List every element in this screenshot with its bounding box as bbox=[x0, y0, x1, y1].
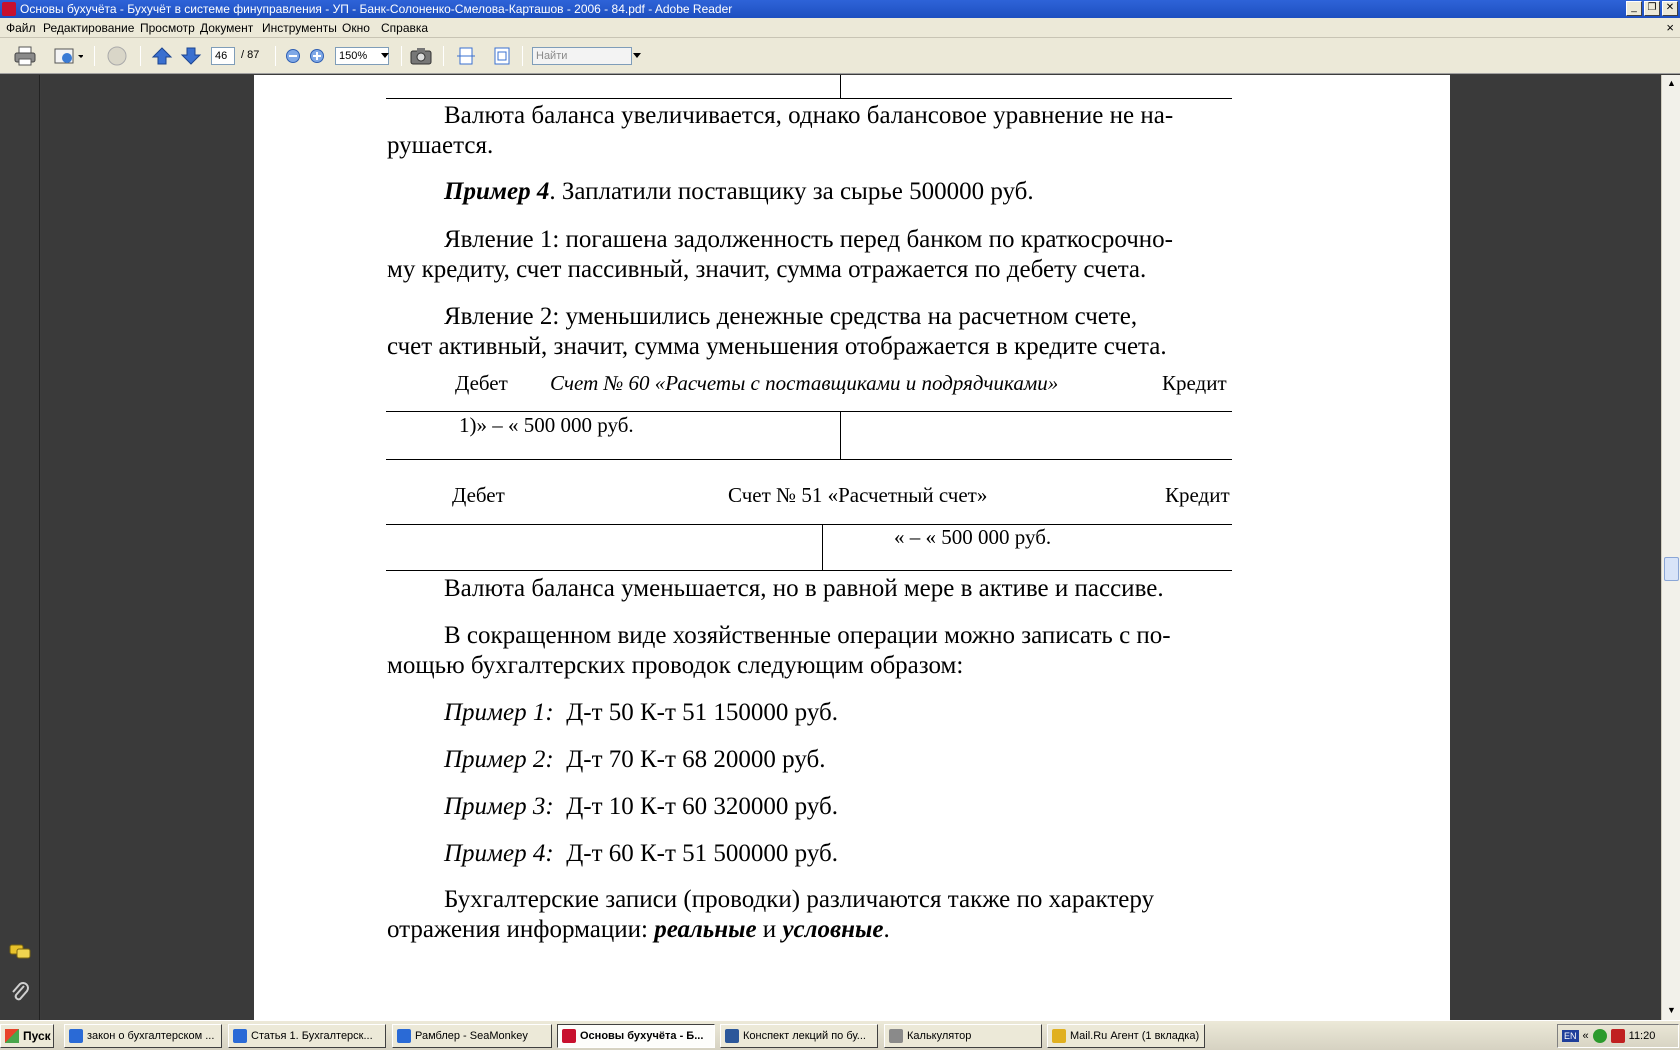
t-account-line bbox=[386, 524, 1232, 525]
taskbar-item-label: Статья 1. Бухгалтерск... bbox=[251, 1030, 373, 1042]
paragraph-line: Явление 1: погашена задолженность перед банком по краткосрочно- bbox=[444, 226, 1174, 253]
fit-page-icon bbox=[456, 46, 476, 66]
antivirus-icon[interactable] bbox=[1611, 1029, 1625, 1043]
menu-bar bbox=[0, 18, 1680, 38]
paragraph-line: мощью бухгалтерских проводок следующим образом: bbox=[387, 652, 964, 679]
taskbar-item[interactable] bbox=[720, 1024, 878, 1048]
text-fragment: и bbox=[756, 916, 783, 943]
fit-width-button[interactable] bbox=[454, 44, 478, 68]
emphasis-real: реальные bbox=[654, 916, 757, 943]
posting-text: Д-т 50 К-т 51 150000 руб. bbox=[566, 699, 838, 726]
t-account-line bbox=[822, 524, 823, 570]
window-title: Основы бухучёта - Бухучёт в системе финуправления - УП - Банк-Солоненко-Смелова-Карташов - 2006 - 84.pdf - Adobe Reader bbox=[20, 2, 733, 16]
menu-file[interactable]: Файл bbox=[6, 21, 36, 35]
fit-window-icon bbox=[492, 46, 512, 66]
taskbar-item[interactable] bbox=[884, 1024, 1042, 1048]
taskbar-item-label: Конспект лекций по бу... bbox=[743, 1030, 866, 1042]
snapshot-button[interactable] bbox=[408, 44, 434, 68]
paragraph-line: В сокращенном виде хозяйственные операции можно записать с по- bbox=[444, 622, 1171, 649]
document-view[interactable] bbox=[41, 75, 1661, 1020]
scroll-down-arrow[interactable]: ▼ bbox=[1667, 1005, 1676, 1015]
find-options-dropdown[interactable] bbox=[632, 44, 642, 68]
posting-label: Пример 4: bbox=[444, 840, 554, 867]
menu-tools[interactable]: Инструменты bbox=[262, 21, 337, 35]
close-window-button[interactable]: ✕ bbox=[1662, 1, 1678, 16]
zoom-out-button[interactable] bbox=[283, 44, 303, 68]
emphasis-conditional: условные bbox=[782, 916, 884, 943]
clock[interactable]: 11:20 bbox=[1628, 1030, 1656, 1042]
arrow-down-icon bbox=[180, 46, 202, 66]
start-label: Пуск bbox=[23, 1029, 51, 1043]
arrow-up-icon bbox=[151, 46, 173, 66]
paragraph-line: Валюта баланса уменьшается, но в равной мере в активе и пассиве. bbox=[444, 575, 1164, 602]
taskbar-item-label: Рамблер - SeaMonkey bbox=[415, 1030, 528, 1042]
t-account-debit-label: Дебет bbox=[455, 371, 508, 395]
taskbar-item[interactable] bbox=[1047, 1024, 1205, 1048]
paragraph-line: му кредиту, счет пассивный, значит, сумма отражается по дебету счета. bbox=[387, 256, 1147, 283]
text-fragment: отражения информации: bbox=[387, 916, 655, 943]
toolbar bbox=[0, 38, 1680, 74]
browser-icon bbox=[233, 1029, 247, 1043]
menu-edit[interactable]: Редактирование bbox=[43, 21, 135, 35]
pdf-icon bbox=[562, 1029, 576, 1043]
text-fragment: . bbox=[883, 916, 890, 943]
minimize-button[interactable]: _ bbox=[1626, 1, 1642, 16]
pdf-page bbox=[254, 75, 1450, 1020]
t-account-title: Счет № 60 «Расчеты с поставщиками и подрядчиками» bbox=[550, 371, 1059, 395]
table-line bbox=[840, 75, 841, 98]
paragraph-line: Валюта баланса увеличивается, однако балансовое уравнение не на- bbox=[444, 102, 1174, 129]
t-account-entry: 1)» – « 500 000 руб. bbox=[459, 413, 634, 437]
scroll-up-arrow[interactable]: ▲ bbox=[1667, 78, 1676, 88]
navigation-panel bbox=[0, 75, 40, 1020]
posting-label: Пример 1: bbox=[444, 699, 554, 726]
adobe-reader-icon bbox=[2, 2, 16, 16]
posting-entry bbox=[444, 699, 838, 727]
t-account-entry: « – « 500 000 руб. bbox=[894, 525, 1052, 549]
menu-document[interactable]: Документ bbox=[200, 21, 254, 35]
page-number-input[interactable]: 46 bbox=[211, 47, 235, 65]
zoom-out-icon bbox=[285, 48, 301, 64]
paragraph-line: счет активный, значит, сумма уменьшения отображается в кредите счета. bbox=[387, 333, 1167, 360]
network-icon[interactable] bbox=[1593, 1029, 1607, 1043]
posting-text: Д-т 60 К-т 51 500000 руб. bbox=[566, 840, 838, 867]
taskbar-item-label: Основы бухучёта - Б... bbox=[580, 1030, 704, 1042]
printer-icon bbox=[14, 46, 36, 66]
t-account-credit-label: Кредит bbox=[1165, 483, 1230, 507]
taskbar-item-label: Калькулятор bbox=[907, 1030, 972, 1042]
zoom-in-button[interactable] bbox=[307, 44, 327, 68]
system-tray bbox=[1557, 1024, 1679, 1048]
menu-help[interactable]: Справка bbox=[381, 21, 429, 35]
print-button[interactable] bbox=[12, 44, 38, 68]
chevron-down-icon bbox=[381, 53, 389, 59]
toolbar-separator bbox=[443, 46, 444, 66]
taskbar-item-label: Mail.Ru Агент (1 вкладка) bbox=[1070, 1030, 1200, 1042]
paragraph-line: Явление 2: уменьшились денежные средства на расчетном счете, bbox=[444, 303, 1138, 330]
t-account-credit-label: Кредит bbox=[1162, 371, 1227, 395]
posting-text: Д-т 10 К-т 60 320000 руб. bbox=[566, 793, 838, 820]
paragraph-line: рушается. bbox=[387, 132, 494, 159]
posting-entry bbox=[444, 840, 838, 868]
menu-view[interactable]: Просмотр bbox=[140, 21, 195, 35]
restore-button[interactable]: ❐ bbox=[1644, 1, 1660, 16]
t-account-line bbox=[386, 459, 1232, 460]
taskbar-item[interactable] bbox=[228, 1024, 386, 1048]
attachments-button[interactable] bbox=[8, 980, 32, 1004]
menu-window[interactable]: Окно bbox=[342, 21, 370, 35]
t-account-title: Счет № 51 «Расчетный счет» bbox=[728, 483, 988, 507]
zoom-level-input[interactable]: 150% bbox=[335, 47, 389, 65]
next-page-button[interactable] bbox=[179, 44, 203, 68]
start-button[interactable] bbox=[0, 1024, 54, 1048]
posting-label: Пример 2: bbox=[444, 746, 554, 773]
hand-icon bbox=[105, 45, 129, 67]
close-document-icon[interactable]: × bbox=[1666, 20, 1674, 35]
fit-window-button[interactable] bbox=[490, 44, 514, 68]
comments-button[interactable] bbox=[8, 940, 32, 964]
toolbar-separator bbox=[94, 46, 95, 66]
toolbar-separator bbox=[401, 46, 402, 66]
zoom-in-icon bbox=[309, 48, 325, 64]
paragraph-line: Бухгалтерские записи (проводки) различаются также по характеру bbox=[444, 886, 1155, 913]
comments-icon bbox=[9, 942, 31, 962]
posting-entry bbox=[444, 793, 838, 821]
email-button[interactable] bbox=[50, 44, 86, 68]
hand-tool-button[interactable] bbox=[102, 44, 132, 68]
taskbar bbox=[0, 1020, 1680, 1050]
calculator-icon bbox=[889, 1029, 903, 1043]
language-indicator[interactable]: EN bbox=[1564, 1031, 1577, 1041]
taskbar-item-label: закон о бухгалтерском ... bbox=[87, 1030, 215, 1042]
posting-text: Д-т 70 К-т 68 20000 руб. bbox=[566, 746, 826, 773]
previous-page-button[interactable] bbox=[150, 44, 174, 68]
mail-agent-icon bbox=[1052, 1029, 1066, 1043]
toolbar-separator bbox=[522, 46, 523, 66]
posting-entry bbox=[444, 746, 825, 774]
t-account-line bbox=[386, 411, 1232, 412]
toolbar-separator bbox=[275, 46, 276, 66]
paperclip-icon bbox=[10, 981, 30, 1003]
page-total: / 87 bbox=[241, 49, 260, 61]
t-account-line bbox=[840, 411, 841, 459]
taskbar-item-active[interactable] bbox=[557, 1024, 715, 1048]
example-label: Пример 4 bbox=[444, 178, 550, 205]
word-icon bbox=[725, 1029, 739, 1043]
tray-expand-button[interactable]: « bbox=[1582, 1030, 1589, 1042]
toolbar-separator bbox=[140, 46, 141, 66]
window-title-bar bbox=[0, 0, 1680, 18]
vertical-scrollbar[interactable] bbox=[1661, 75, 1680, 1020]
find-input[interactable]: Найти bbox=[532, 47, 632, 65]
camera-icon bbox=[409, 46, 433, 66]
zoom-dropdown[interactable] bbox=[379, 44, 391, 68]
t-account-debit-label: Дебет bbox=[452, 483, 505, 507]
table-line bbox=[386, 98, 1232, 99]
browser-icon bbox=[69, 1029, 83, 1043]
example-text: . Заплатили поставщику за сырье 500000 руб. bbox=[549, 178, 1034, 205]
email-icon bbox=[53, 46, 83, 66]
windows-logo-icon bbox=[5, 1029, 19, 1043]
t-account-line bbox=[386, 570, 1232, 571]
example-4-paragraph bbox=[444, 178, 1034, 206]
posting-label: Пример 3: bbox=[444, 793, 554, 820]
taskbar-item[interactable] bbox=[392, 1024, 552, 1048]
paragraph-line bbox=[387, 916, 890, 944]
taskbar-item[interactable] bbox=[64, 1024, 222, 1048]
scroll-thumb[interactable] bbox=[1664, 557, 1679, 581]
chevron-down-icon bbox=[633, 53, 641, 59]
seamonkey-icon bbox=[397, 1029, 411, 1043]
